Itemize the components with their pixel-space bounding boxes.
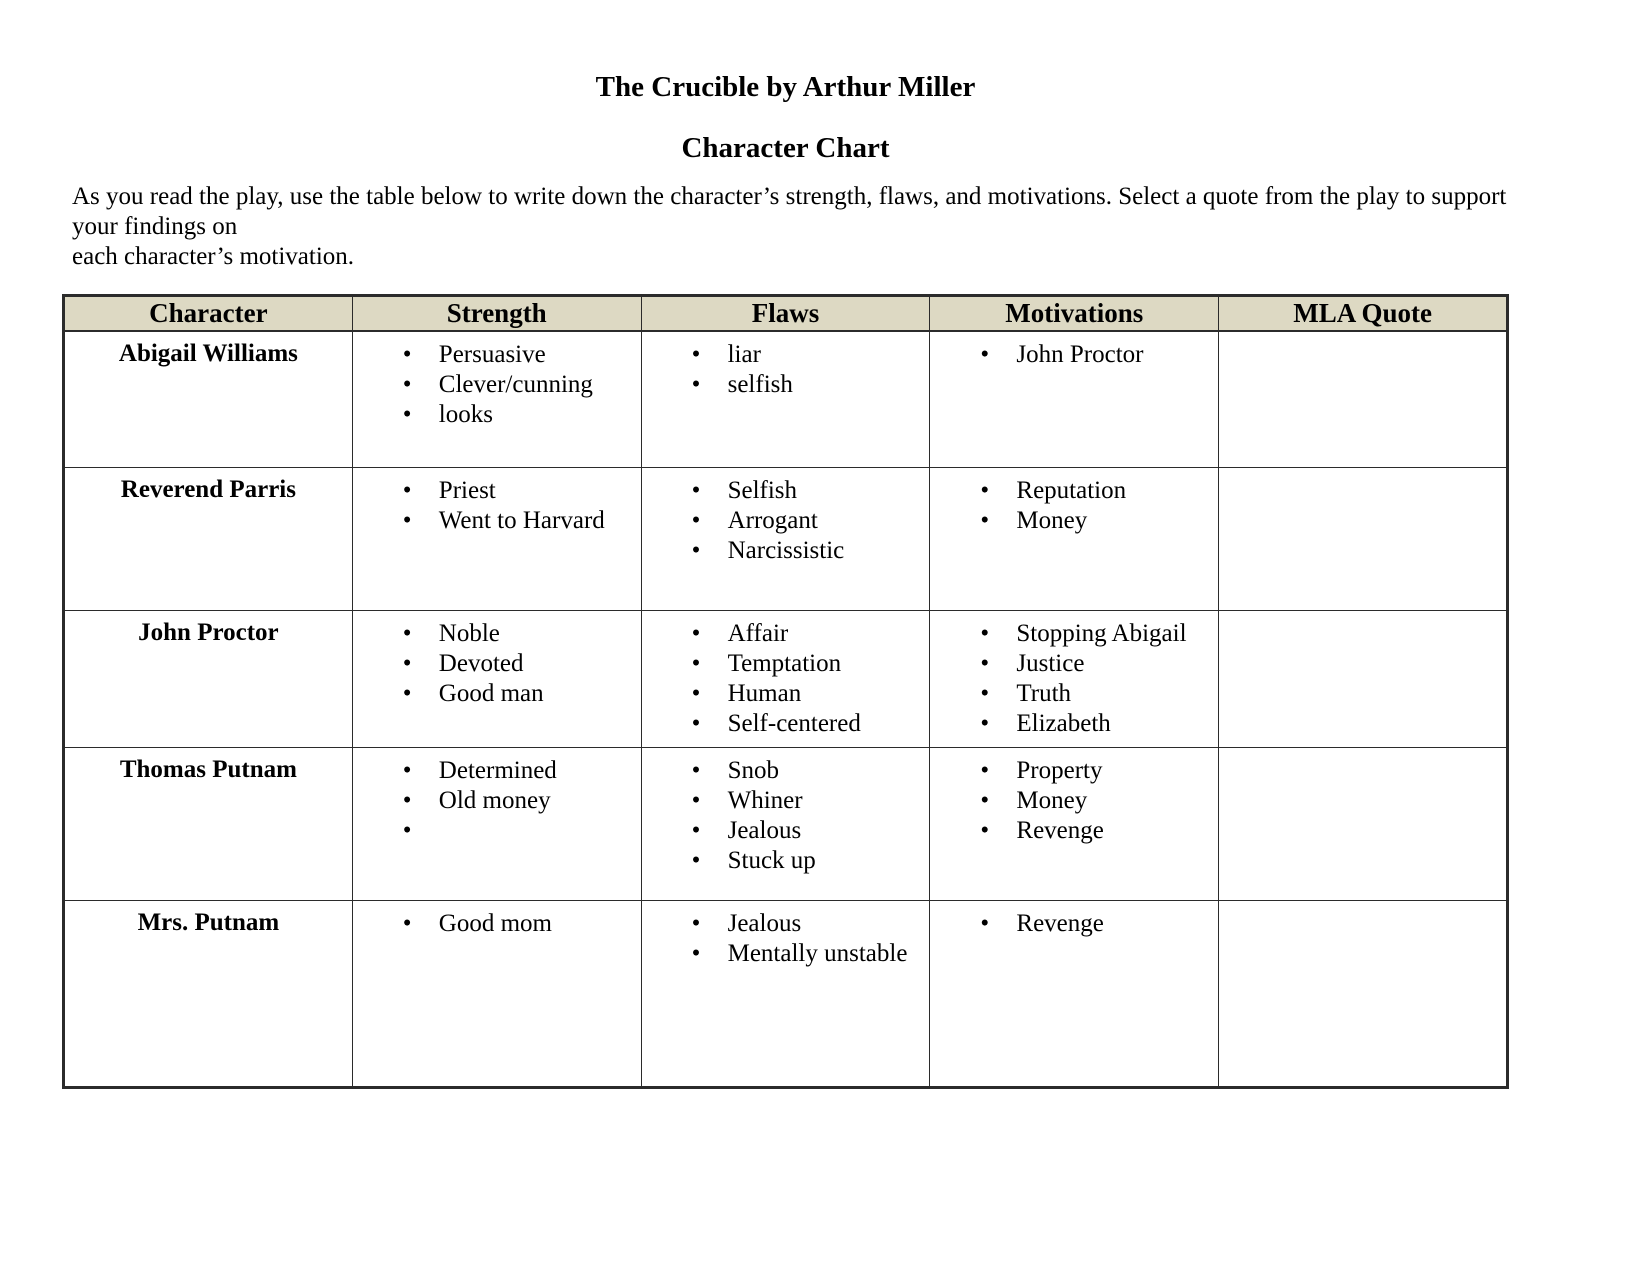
list-item: • John Proctor [980,340,1218,370]
page-title: The Crucible by Arthur Miller [595,71,976,103]
bullet-list [642,340,930,400]
mla-quote-cell [1219,748,1508,901]
flaws-cell [641,331,930,468]
list-item: • Arrogant [692,506,930,536]
list-item: • Temptation [692,649,930,679]
list-item: • Narcissistic [692,536,930,566]
list-item: • Priest [403,476,641,506]
list-item: • Good mom [403,909,641,939]
list-item: • Affair [692,619,930,649]
mla-quote-cell [1219,468,1508,611]
table-row [64,331,1508,468]
list-item: • Revenge [980,816,1218,846]
flaws-cell [641,611,930,748]
intro-paragraph [62,182,1509,272]
list-item: • Clever/cunning [403,370,641,400]
list-item: • Old money [403,786,641,816]
table-row [64,611,1508,748]
list-item: • Whiner [692,786,930,816]
list-item: • looks [403,400,641,430]
list-item: • Went to Harvard [403,506,641,536]
motivations-cell [930,331,1219,468]
column-header: Flaws [641,295,930,331]
bullet-list [930,476,1218,536]
character-cell: Mrs. Putnam [64,901,353,1088]
document-content [62,0,1509,1089]
bullet-list [930,340,1218,370]
bullet-list [353,476,641,536]
column-header: Character [64,295,353,331]
list-item: • Revenge [980,909,1218,939]
bullet-list [930,756,1218,846]
table-row [64,901,1508,1088]
list-item: • liar [692,340,930,370]
character-table [62,294,1509,1090]
character-cell: John Proctor [64,611,353,748]
bullet-list [353,756,641,846]
strength-cell [352,331,641,468]
column-header: Motivations [930,295,1219,331]
strength-cell [352,611,641,748]
list-item: • Money [980,506,1218,536]
page-subtitle: Character Chart [681,131,890,164]
flaws-cell [641,468,930,611]
list-item: • Truth [980,679,1218,709]
table-row [64,748,1508,901]
list-item: • Justice [980,649,1218,679]
strength-cell [352,468,641,611]
list-item: • selfish [692,370,930,400]
list-item: • Human [692,679,930,709]
list-item: • Elizabeth [980,709,1218,739]
mla-quote-cell [1219,901,1508,1088]
list-item: • Selfish [692,476,930,506]
header-row [64,295,1508,331]
motivations-cell [930,901,1219,1088]
bullet-list [353,619,641,709]
strength-cell [352,748,641,901]
list-item: • Determined [403,756,641,786]
column-header: Strength [352,295,641,331]
list-item: • Self-centered [692,709,930,739]
bullet-list [353,340,641,430]
bullet-list [930,619,1218,739]
list-item: • Stopping Abigail [980,619,1218,649]
intro-line-1: As you read the play, use the table below to write down the character’s strength, flaws, and motivations. Select a quote from the play to support your findings on [72,182,1507,240]
list-item: • Money [980,786,1218,816]
list-item: • Jealous [692,909,930,939]
column-header: MLA Quote [1219,295,1508,331]
list-item: • Devoted [403,649,641,679]
list-item: • Stuck up [692,846,930,876]
table-body [64,331,1508,1088]
list-item: • Reputation [980,476,1218,506]
motivations-cell [930,748,1219,901]
flaws-cell [641,748,930,901]
flaws-cell [641,901,930,1088]
list-item [403,816,641,846]
list-item: • Snob [692,756,930,786]
motivations-cell [930,468,1219,611]
list-item: • Mentally unstable [692,939,930,969]
table-row [64,468,1508,611]
mla-quote-cell [1219,331,1508,468]
bullet-list [642,476,930,566]
strength-cell [352,901,641,1088]
character-cell: Reverend Parris [64,468,353,611]
bullet-list [642,909,930,969]
list-item: • Good man [403,679,641,709]
mla-quote-cell [1219,611,1508,748]
list-item: • Property [980,756,1218,786]
list-item: • Jealous [692,816,930,846]
motivations-cell [930,611,1219,748]
intro-line-2: each character’s motivation. [72,242,355,270]
bullet-list [353,909,641,939]
bullet-list [642,756,930,876]
bullet-list [930,909,1218,939]
list-item: • Noble [403,619,641,649]
list-item: • Persuasive [403,340,641,370]
bullet-list [642,619,930,739]
character-cell: Thomas Putnam [64,748,353,901]
character-cell: Abigail Williams [64,331,353,468]
